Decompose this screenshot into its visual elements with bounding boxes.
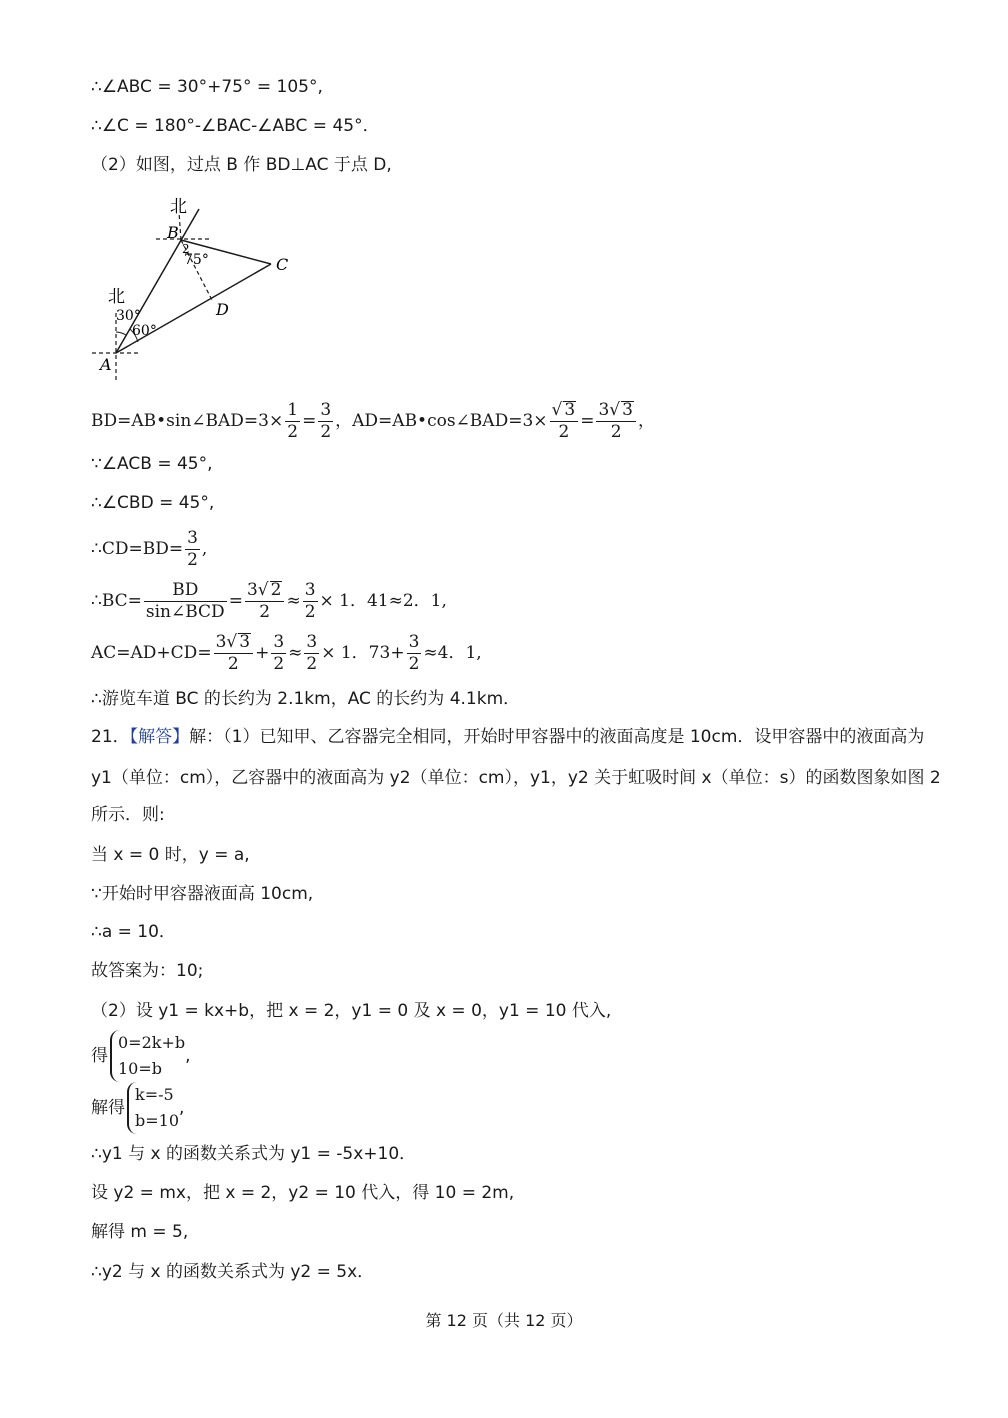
- denominator: sin∠BCD: [145, 602, 225, 622]
- denominator: 2: [320, 422, 332, 442]
- formula-bc: [91, 580, 447, 623]
- line-a-equals: ∴a = 10．: [91, 922, 176, 942]
- comma: ,: [179, 1098, 185, 1118]
- north-label-left: 北: [108, 287, 125, 307]
- system-2: [91, 1080, 184, 1136]
- numerator: 3√ 3: [214, 632, 254, 654]
- segment-ab: [116, 209, 199, 353]
- north-label-top: 北: [170, 197, 187, 217]
- geometry-figure: [88, 192, 308, 382]
- line-angle-abc: ∴∠ABC = 30°+75° = 105°,: [91, 77, 323, 97]
- fraction: [214, 632, 254, 675]
- line-when-x0: 当 x = 0 时，y = a,: [91, 845, 250, 865]
- line-start-height: ∵开始时甲容器液面高 10cm,: [91, 884, 314, 904]
- line-angle-c: ∴∠C = 180°-∠BAC-∠ABC = 45°．: [91, 116, 380, 136]
- approx: ≈: [288, 643, 303, 663]
- numerator: 3√ 2: [245, 580, 285, 602]
- bd-label: BD=AB•sin∠BAD=3×: [91, 411, 284, 431]
- radicand: 3: [564, 400, 576, 420]
- answer-tag: 【解答】: [129, 727, 190, 747]
- plus: +: [255, 643, 270, 663]
- line-y1-relation: ∴y1 与 x 的函数关系式为 y1 = -5x+10．: [91, 1144, 417, 1164]
- line-angle-acb: ∵∠ACB = 45°,: [91, 454, 213, 474]
- angle-60-label: 60°: [132, 323, 157, 339]
- get-label: 得: [91, 1046, 108, 1066]
- system-1: [91, 1028, 191, 1084]
- angle-75-label: 75°: [184, 252, 209, 268]
- fraction: [304, 632, 319, 675]
- denominator: 2: [610, 422, 622, 442]
- equation-system: [127, 1082, 179, 1134]
- solve-label: 解得: [91, 1098, 125, 1118]
- comma: ,: [185, 1046, 191, 1066]
- fraction: [271, 632, 286, 675]
- coefficient: 3: [215, 632, 227, 652]
- formula-ac: [91, 632, 482, 675]
- line-conclusion: ∴游览车道 BC 的长约为 2.1km，AC 的长约为 4.1km．: [91, 689, 521, 709]
- numerator: 3: [187, 528, 198, 548]
- equals: =: [228, 591, 243, 611]
- fraction: [245, 580, 285, 623]
- denominator: 2: [306, 654, 318, 674]
- denominator: 2: [304, 602, 316, 622]
- coefficient: 3: [598, 400, 610, 420]
- arc-30: [116, 332, 126, 335]
- fraction: [144, 580, 227, 623]
- numerator: 3: [408, 632, 420, 652]
- label-c: C: [276, 255, 289, 274]
- fraction: [407, 632, 422, 675]
- denominator: 2: [273, 654, 285, 674]
- fraction: [185, 528, 200, 571]
- angle-mark-2: 2: [182, 242, 190, 256]
- line-y2-relation: ∴y2 与 x 的函数关系式为 y2 = 5x．: [91, 1262, 375, 1282]
- approx: ≈: [286, 591, 301, 611]
- denominator: 2: [558, 422, 570, 442]
- question-number: 21．: [91, 727, 130, 747]
- equation-system: [110, 1030, 185, 1082]
- label-a: A: [100, 355, 112, 374]
- equation-row: b=10: [135, 1111, 180, 1130]
- equation-row: 10=b: [118, 1059, 163, 1078]
- denominator: 2: [259, 602, 271, 622]
- ac-label: AC=AD+CD=: [91, 643, 212, 663]
- equation-row: 0=2k+b: [118, 1033, 186, 1052]
- bc-label: ∴BC=: [91, 591, 142, 611]
- page-footer: 第 12 页（共 12 页）: [425, 1311, 583, 1330]
- line-part2-set: （2）设 y1 = kx+b，把 x = 2，y1 = 0 及 x = 0，y1 = 10 代入,: [91, 1001, 612, 1021]
- fraction: [318, 400, 333, 443]
- bc-tail: × 1．41≈2．1,: [319, 591, 447, 611]
- numerator: 3: [304, 580, 316, 600]
- formula-bd-ad: [91, 400, 655, 443]
- fraction: [596, 400, 636, 443]
- ac-mid: × 1．73+: [321, 643, 405, 663]
- label-b: B: [167, 223, 179, 242]
- ad-label: ，AD=AB•cos∠BAD=3×: [335, 411, 548, 431]
- coefficient: 3: [246, 580, 258, 600]
- numerator: BD: [144, 580, 227, 602]
- numerator: 3√ 3: [596, 400, 636, 422]
- q21-line3: 所示．则:: [91, 805, 165, 825]
- fraction: [303, 580, 318, 623]
- line-m-solve: 解得 m = 5,: [91, 1222, 189, 1242]
- denominator: 2: [408, 654, 420, 674]
- q21-line2: y1（单位：cm），乙容器中的液面高为 y2（单位：cm），y1，y2 关于虹吸时间 x（单位：s）的函数图象如图 2: [91, 768, 941, 788]
- q21-intro: 解：（1）已知甲、乙容器完全相同，开始时甲容器中的液面高度是 10cm．设甲容器中的液面高为: [189, 727, 925, 747]
- radicand: 2: [270, 580, 282, 600]
- equation-row: k=-5: [135, 1085, 174, 1104]
- line-y2-set: 设 y2 = mx，把 x = 2，y2 = 10 代入，得 10 = 2m,: [91, 1183, 515, 1203]
- radicand: 3: [622, 400, 633, 420]
- angle-30-label: 30°: [116, 308, 141, 324]
- line-angle-cbd: ∴∠CBD = 45°,: [91, 493, 215, 513]
- fraction: [285, 400, 300, 443]
- comma: ，: [637, 411, 655, 431]
- radicand: 3: [239, 632, 251, 652]
- fraction: [550, 400, 579, 443]
- denominator: 2: [187, 550, 198, 570]
- comma: ,: [201, 539, 208, 559]
- numerator: √ 3: [550, 400, 579, 422]
- formula-cd: [91, 528, 207, 571]
- cd-label: ∴CD=BD=: [91, 539, 184, 559]
- line-answer-10: 故答案为：10;: [91, 961, 204, 981]
- line-part2-intro: （2）如图，过点 B 作 BD⊥AC 于点 D,: [91, 155, 392, 175]
- numerator: 3: [320, 400, 332, 420]
- q21-heading: [91, 725, 924, 749]
- denominator: 2: [227, 654, 239, 674]
- label-d: D: [216, 300, 229, 319]
- denominator: 2: [287, 422, 299, 442]
- ac-tail: ≈4．1,: [423, 643, 482, 663]
- numerator: 1: [287, 400, 299, 420]
- numerator: 3: [273, 632, 285, 652]
- equals: =: [302, 411, 317, 431]
- numerator: 3: [306, 632, 318, 652]
- equals: =: [580, 411, 595, 431]
